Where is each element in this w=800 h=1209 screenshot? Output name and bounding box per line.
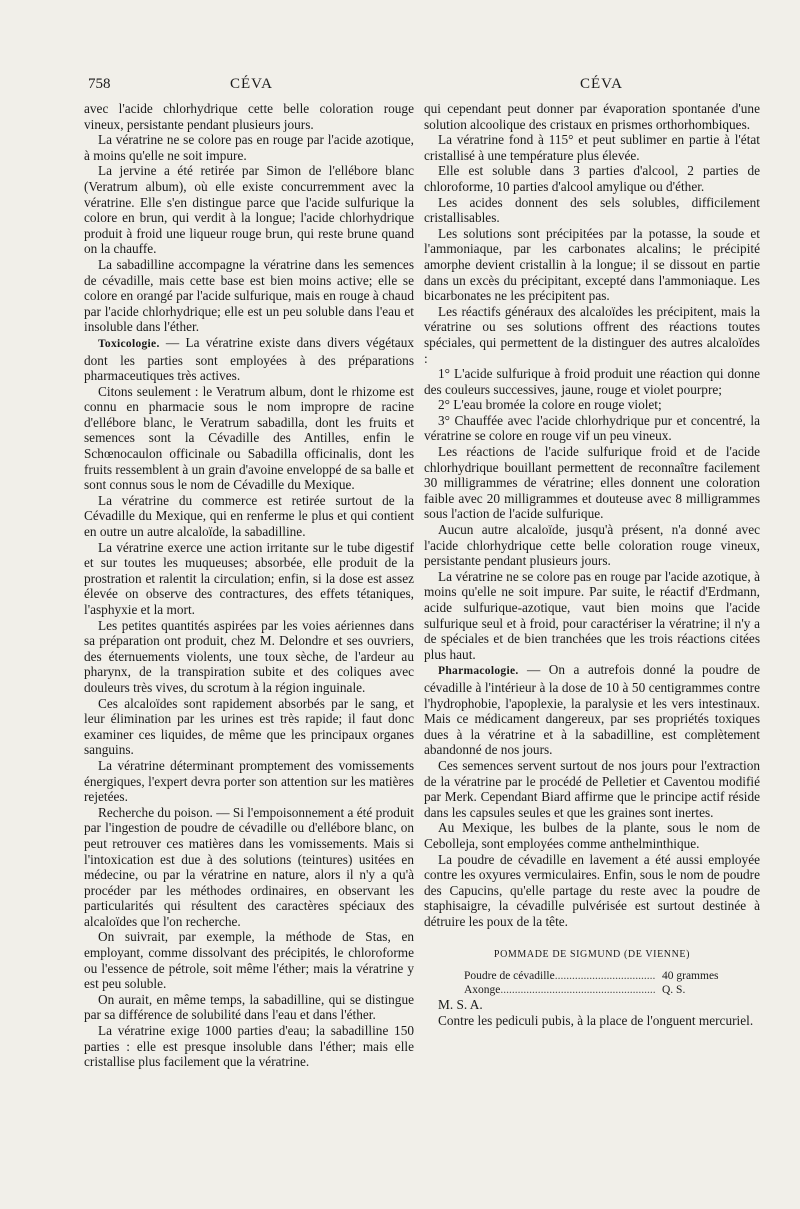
- paragraph-text: 1° L'acide sulfurique à froid produit une réaction qui donne des couleurs successives, jaune, rouge et violet pourpre;: [424, 366, 760, 397]
- paragraph-text: La vératrine ne se colore pas en rouge par l'acide azotique, à moins qu'elle ne soit impure.: [84, 132, 414, 163]
- paragraph: [424, 226, 760, 304]
- paragraph: [424, 101, 760, 132]
- paragraph: [424, 820, 760, 851]
- section-heading: Pharmacologie.: [438, 665, 519, 678]
- paragraph: [424, 413, 760, 444]
- paragraph-text: qui cependant peut donner par évaporation spontanée d'une solution alcoolique des cristaux en prismes orthorhombiques.: [424, 101, 760, 132]
- paragraph-text: — La vératrine existe dans divers végétaux dont les parties sont employées à des préparations pharmaceutiques très actives.: [84, 334, 414, 384]
- running-title-left: CÉVA: [230, 76, 273, 92]
- paragraph-text: Les acides donnent des sels solubles, difficilement cristallisables.: [424, 194, 760, 226]
- paragraph: [424, 522, 760, 569]
- paragraph-text: La vératrine exige 1000 parties d'eau; la sabadilline 150 parties : elle est presque insoluble dans l'éther; mais elle cristallise plus facilement que la vératrine.: [84, 1023, 414, 1070]
- formula-row: [424, 969, 760, 983]
- paragraph-text: La sabadilline accompagne la vératrine dans les semences de cévadille, mais cette base est bien moins active; elle se colore en orangé par l'acide sulfurique, mais en rouge à chaud par l'acide chlorhydrique; elle est un peu soluble dans l'eau et insoluble dans l'éther.: [84, 256, 414, 335]
- paragraph: [84, 540, 414, 618]
- paragraph: [84, 101, 414, 132]
- formula-title: POMMADE DE SIGMUND (DE VIENNE): [493, 949, 691, 961]
- paragraph: [424, 132, 760, 163]
- section-heading: Toxicologie.: [98, 337, 160, 350]
- formula-block: [424, 947, 760, 997]
- paragraph: [84, 929, 414, 991]
- paragraph-text: Les solutions sont précipitées par la potasse, la soude et l'ammoniaque, par les carbonates alcalins; le précipité amorphe devient cristallin à la longue; il se dissout en partie dans un excès du précipitant, excepté dans l'ammoniaque. Les bicarbonates ne les précipitent pas.: [424, 225, 760, 304]
- paragraph: [424, 758, 760, 820]
- paragraph: [84, 384, 414, 493]
- paragraph-text: La vératrine déterminant promptement des vomissements énergiques, l'expert devra porter son attention sur les matières rejetées.: [84, 757, 414, 805]
- paragraph: [84, 163, 414, 257]
- paragraph: [84, 257, 414, 335]
- paragraph-text: On aurait, en même temps, la sabadilline, qui se distingue par sa différence de solubilité dans l'eau et dans l'éther.: [84, 991, 414, 1023]
- formula-quantity: Q. S.: [662, 984, 686, 997]
- paragraph-text: 2° L'eau bromée la colore en rouge violet;: [438, 397, 662, 413]
- paragraph-text: Elle est soluble dans 3 parties d'alcool, 2 parties de chloroforme, 10 parties d'alcool amylique ou d'éther.: [424, 163, 760, 194]
- formula-quantity: 40 grammes: [662, 970, 719, 983]
- paragraph: [424, 397, 760, 413]
- paragraph-text: Recherche du poison. — Si l'empoisonnement a été produit par l'ingestion de poudre de cévadille ou d'ellébore blanc, on peut retrouver ces matières dans les vomissements. Mais si l'intoxication est due à des solutions (teintures) usitées en médecine, ou par la vératrine en nature, alors il n'y a qu'à procéder par les méthodes ordinaires, en observant les particularités qui résultent des caractères spéciaux des alcaloïdes que l'on recherche.: [84, 804, 414, 929]
- paragraph: [84, 335, 414, 384]
- paragraph-text: Ces semences servent surtout de nos jours pour l'extraction de la vératrine par le procédé de Pelletier et Caventou modifié par Merk. Cependant Biard affirme que le principe actif réside dans les capsules seules et que les graines sont inertes.: [424, 757, 760, 820]
- paragraph: [84, 805, 414, 930]
- leader-dots: [555, 969, 656, 983]
- paragraph-text: La vératrine fond à 115° et peut sublimer en partie à l'état cristallisé à une température plus élevée.: [424, 132, 760, 163]
- paragraph-text: — On a autrefois donné la poudre de cévadille à l'intérieur à la dose de 10 à 50 centigrammes contre l'hydrophobie, l'apoplexie, la paralysie et les vers intestinaux. Mais ce médicament dangereux, par ses propriétés toxiques dues à la vératrine et à la sabadilline, est complètement abandonné de nos jours.: [424, 662, 760, 758]
- paragraph-text: Les réactions de l'acide sulfurique froid et de l'acide chlorhydrique bouillant permettent de reconnaître facilement 30 milligrammes de vératrine; elles donnent une coloration faible avec 20 milligrammes et douteuse avec 8 milligrammes sous l'action de l'acide sulfurique.: [424, 444, 760, 522]
- paragraph-text: La vératrine du commerce est retirée surtout de la Cévadille du Mexique, qui en renferme le plus et qui contient en outre un autre alcaloïde, la sabadilline.: [84, 492, 414, 540]
- paragraph-text: La vératrine exerce une action irritante sur le tube digestif et sur toutes les muqueuses; absorbée, elle produit de la prostration et ralentit la circulation; enfin, si la dose est assez élevée on observe des contractures, des effets tétaniques, l'asphyxie et la mort.: [84, 539, 414, 617]
- paragraph-text: La jervine a été retirée par Simon de l'ellébore blanc (Veratrum album), où elle existe concurremment avec la vératrine. Elle s'en distingue parce que l'acide sulfurique la colore en brun, qui verdit à la longue; l'acide chlorhydrique produit à froid une liqueur rouge brun, qui reste brune quand on la chauffe.: [84, 163, 414, 257]
- paragraph: [424, 444, 760, 522]
- paragraph-text: Citons seulement : le Veratrum album, dont le rhizome est connu en pharmacie sous le nom impropre de racine d'ellébore blanc, le Veratrum sabadilla, dont les fruits et semences sont la Cévadille des Antilles, enfin le Schœnocaulon officinale ou Sabadilla officinalis, dont les fruits ressemblent à un grain d'avoine enveloppé de sa balle et sont connus sous le nom de Cévadille du Mexique.: [84, 383, 414, 493]
- paragraph: [84, 132, 414, 163]
- paragraph: [84, 696, 414, 758]
- formula-ingredient: Poudre de cévadille: [464, 970, 555, 983]
- paragraph-text: La poudre de cévadille en lavement a été aussi employée contre les oxyures vermiculaires. Enfin, sous le nom de poudre des Capucins, qu'elle partage du reste avec la poudre de staphisaigre, la cévadille pulvérisée est surtout destinée à détruire les poux de la tête.: [424, 851, 760, 929]
- paragraph-text: Les réactifs généraux des alcaloïdes les précipitent, mais la vératrine ou ses solutions offrent des réactions toutes spéciales, qui permettent de la distinguer des autres alcaloïdes :: [424, 303, 760, 366]
- paragraph-text: 3° Chauffée avec l'acide chlorhydrique pur et concentré, la vératrine se colore en rouge vif un peu vineux.: [424, 412, 760, 444]
- page-number: 758: [88, 76, 111, 92]
- paragraph: [424, 163, 760, 194]
- paragraph: [84, 1023, 414, 1070]
- paragraph: [424, 195, 760, 226]
- paragraph-text: Aucun autre alcaloïde, jusqu'à présent, n'a donné avec l'acide chlorhydrique cette belle coloration rouge vineux, persistante pendant plusieurs jours.: [424, 522, 760, 569]
- paragraph-text: Les petites quantités aspirées par les voies aériennes dans sa préparation ont produit, chez M. Delondre et ses ouvriers, des éternuements violents, une toux sèche, de l'ardeur au pharynx, de la transpiration subite et des coliques avec douleurs très vives, du scrotum à la région inguinale.: [84, 617, 414, 695]
- paragraph-text: avec l'acide chlorhydrique cette belle coloration rouge vineux, persistante pendant plusieurs jours.: [84, 101, 414, 132]
- paragraph: [424, 852, 760, 930]
- closing-paragraph: Contre les pediculi pubis, à la place de l'onguent mercuriel.: [438, 1012, 754, 1028]
- left-column: [84, 101, 414, 1070]
- leader-dots: [500, 983, 656, 997]
- paragraph: [424, 366, 760, 397]
- running-title-right: CÉVA: [580, 76, 623, 92]
- paragraph: [84, 992, 414, 1023]
- paragraph: [84, 618, 414, 696]
- paragraph: [84, 493, 414, 540]
- right-column-paragraphs: [424, 101, 760, 929]
- formula-row: [424, 983, 760, 997]
- formula-signature: M. S. A.: [438, 997, 483, 1013]
- paragraph-text: Au Mexique, les bulbes de la plante, sous le nom de Cebolleja, sont employées comme anthelminthique.: [424, 820, 760, 851]
- paragraph: [424, 662, 760, 758]
- paragraph-text: La vératrine ne se colore pas en rouge par l'acide azotique, à moins qu'elle ne soit impure. Par suite, le réactif d'Erdmann, acide sulfurique-azotique, vaut bien moins que l'acide sulfurique seul et à froid, pour caractériser la vératrine; il n'y a de spéciales et de bien tranchées que les trois réactions citées plus haut.: [424, 568, 760, 662]
- paragraph: [424, 569, 760, 663]
- paragraph-text: On suivrait, par exemple, la méthode de Stas, en employant, comme dissolvant des précipités, le chloroforme ou l'essence de pétrole, soit même l'éther; mais la vératrine y est peu soluble.: [84, 929, 414, 992]
- paragraph-text: Ces alcaloïdes sont rapidement absorbés par le sang, et leur élimination par les urines est très rapide; il faut donc examiner ces liquides, de même que les principaux organes sanguins.: [84, 695, 414, 758]
- paragraph: [424, 304, 760, 366]
- formula-ingredient: Axonge: [464, 984, 501, 997]
- right-column: [424, 101, 760, 1028]
- paragraph: [84, 758, 414, 805]
